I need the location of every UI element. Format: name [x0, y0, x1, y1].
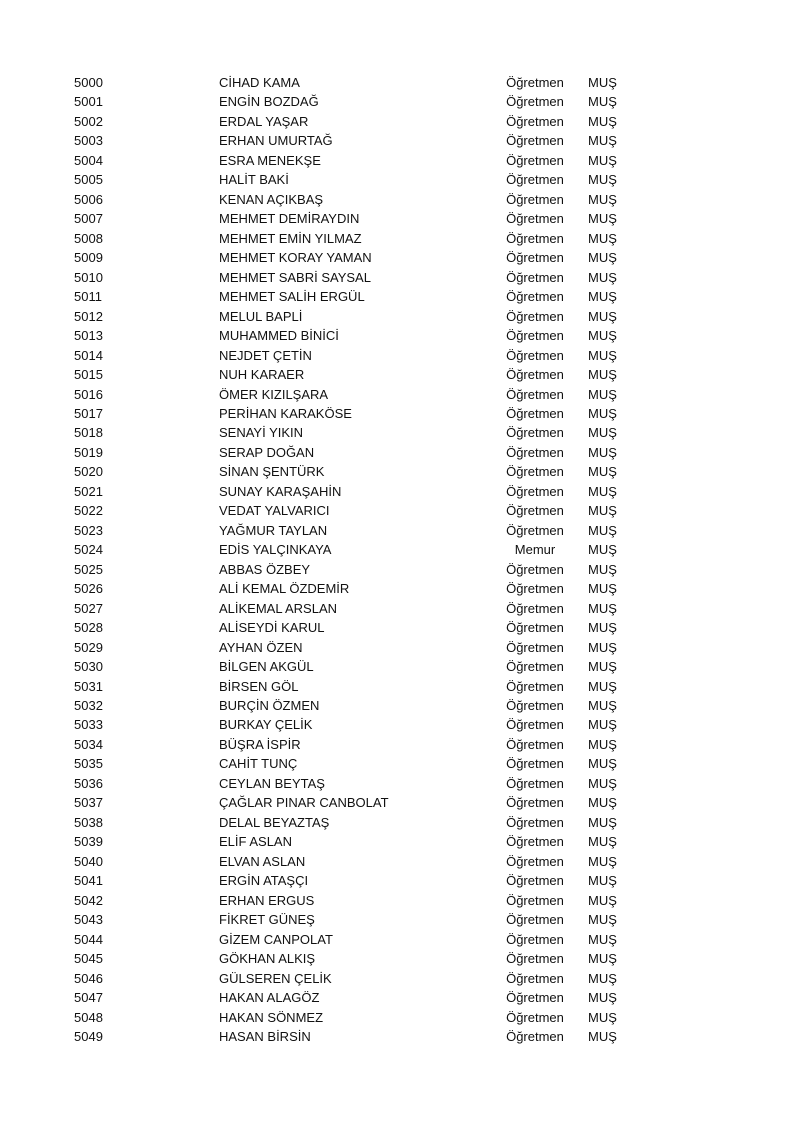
- list-row: [0, 696, 800, 715]
- row-number: 5010: [74, 269, 103, 285]
- person-role: Öğretmen: [506, 970, 564, 986]
- person-city: MUŞ: [588, 736, 617, 752]
- person-name: FİKRET GÜNEŞ: [219, 912, 315, 928]
- person-city: MUŞ: [588, 250, 617, 266]
- person-name: HASAN BİRSİN: [219, 1028, 311, 1044]
- person-name: NEJDET ÇETİN: [219, 347, 312, 363]
- row-number: 5025: [74, 561, 103, 577]
- person-name: ALİKEMAL ARSLAN: [219, 600, 338, 616]
- person-name: MUHAMMED BİNİCİ: [219, 328, 339, 344]
- row-number: 5047: [74, 990, 103, 1006]
- list-row: [0, 209, 800, 228]
- person-name: MEHMET KORAY YAMAN: [219, 250, 372, 266]
- person-city: MUŞ: [588, 814, 617, 830]
- person-city: MUŞ: [588, 94, 617, 110]
- person-role: Öğretmen: [506, 425, 564, 441]
- person-name: BÜŞRA İSPİR: [219, 736, 301, 752]
- row-number: 5043: [74, 912, 103, 928]
- person-role: Öğretmen: [506, 289, 564, 305]
- person-name: CAHİT TUNÇ: [219, 756, 298, 772]
- list-row: [0, 754, 800, 773]
- person-name: VEDAT YALVARICI: [219, 503, 330, 519]
- person-role: Öğretmen: [506, 990, 564, 1006]
- person-role: Öğretmen: [506, 464, 564, 480]
- person-role: Öğretmen: [506, 931, 564, 947]
- person-role: Öğretmen: [506, 581, 564, 597]
- person-city: MUŞ: [588, 405, 617, 421]
- person-role: Öğretmen: [506, 756, 564, 772]
- person-role: Öğretmen: [506, 230, 564, 246]
- list-row: [0, 832, 800, 851]
- list-row: [0, 1027, 800, 1046]
- person-name: ENGİN BOZDAĞ: [219, 94, 319, 110]
- row-number: 5002: [74, 113, 103, 129]
- person-role: Öğretmen: [506, 912, 564, 928]
- person-name: ELİF ASLAN: [219, 834, 292, 850]
- person-name: ERGİN ATAŞÇI: [219, 873, 309, 889]
- person-role: Öğretmen: [506, 269, 564, 285]
- person-name: SERAP DOĞAN: [219, 444, 315, 460]
- person-name: NUH KARAER: [219, 367, 305, 383]
- person-city: MUŞ: [588, 678, 617, 694]
- personnel-list: [0, 73, 800, 1046]
- person-name: BİRSEN GÖL: [219, 678, 299, 694]
- list-row: [0, 657, 800, 676]
- list-row: [0, 385, 800, 404]
- person-city: MUŞ: [588, 1028, 617, 1044]
- person-city: MUŞ: [588, 561, 617, 577]
- person-name: SUNAY KARAŞAHİN: [219, 483, 342, 499]
- person-city: MUŞ: [588, 542, 617, 558]
- list-row: [0, 540, 800, 559]
- person-role: Öğretmen: [506, 1009, 564, 1025]
- row-number: 5027: [74, 600, 103, 616]
- person-city: MUŞ: [588, 347, 617, 363]
- list-row: [0, 774, 800, 793]
- list-row: [0, 482, 800, 501]
- person-name: GÜLSEREN ÇELİK: [219, 970, 332, 986]
- person-city: MUŞ: [588, 717, 617, 733]
- list-row: [0, 131, 800, 150]
- person-name: GİZEM CANPOLAT: [219, 931, 333, 947]
- row-number: 5023: [74, 522, 103, 538]
- person-name: SİNAN ŞENTÜRK: [219, 464, 325, 480]
- list-row: [0, 92, 800, 111]
- row-number: 5015: [74, 367, 103, 383]
- person-city: MUŞ: [588, 289, 617, 305]
- row-number: 5007: [74, 211, 103, 227]
- person-city: MUŞ: [588, 639, 617, 655]
- person-city: MUŞ: [588, 600, 617, 616]
- list-row: [0, 112, 800, 131]
- person-name: ALİSEYDİ KARUL: [219, 620, 325, 636]
- person-name: YAĞMUR TAYLAN: [219, 522, 328, 538]
- row-number: 5041: [74, 873, 103, 889]
- person-role: Öğretmen: [506, 717, 564, 733]
- person-role: Öğretmen: [506, 328, 564, 344]
- person-city: MUŞ: [588, 581, 617, 597]
- list-row: [0, 443, 800, 462]
- list-row: [0, 248, 800, 267]
- list-row: [0, 793, 800, 812]
- list-row: [0, 618, 800, 637]
- row-number: 5038: [74, 814, 103, 830]
- person-role: Öğretmen: [506, 561, 564, 577]
- list-row: [0, 287, 800, 306]
- row-number: 5034: [74, 736, 103, 752]
- list-row: [0, 423, 800, 442]
- person-role: Öğretmen: [506, 951, 564, 967]
- person-role: Öğretmen: [506, 94, 564, 110]
- person-name: ALİ KEMAL ÖZDEMİR: [219, 581, 350, 597]
- person-city: MUŞ: [588, 152, 617, 168]
- person-role: Öğretmen: [506, 834, 564, 850]
- row-number: 5048: [74, 1009, 103, 1025]
- person-city: MUŞ: [588, 425, 617, 441]
- list-row: [0, 677, 800, 696]
- person-name: ABBAS ÖZBEY: [219, 561, 311, 577]
- list-row: [0, 715, 800, 734]
- person-role: Öğretmen: [506, 795, 564, 811]
- row-number: 5037: [74, 795, 103, 811]
- row-number: 5008: [74, 230, 103, 246]
- row-number: 5012: [74, 308, 103, 324]
- person-city: MUŞ: [588, 133, 617, 149]
- person-role: Öğretmen: [506, 347, 564, 363]
- row-number: 5019: [74, 444, 103, 460]
- row-number: 5049: [74, 1028, 103, 1044]
- person-role: Öğretmen: [506, 736, 564, 752]
- person-name: ELVAN ASLAN: [219, 853, 306, 869]
- person-role: Öğretmen: [506, 133, 564, 149]
- person-city: MUŞ: [588, 834, 617, 850]
- person-name: ÇAĞLAR PINAR CANBOLAT: [219, 795, 389, 811]
- row-number: 5021: [74, 483, 103, 499]
- person-name: MEHMET EMİN YILMAZ: [219, 230, 362, 246]
- list-row: [0, 521, 800, 540]
- person-role: Öğretmen: [506, 853, 564, 869]
- person-city: MUŞ: [588, 659, 617, 675]
- list-row: [0, 891, 800, 910]
- row-number: 5014: [74, 347, 103, 363]
- person-role: Öğretmen: [506, 250, 564, 266]
- person-city: MUŞ: [588, 113, 617, 129]
- person-role: Öğretmen: [506, 503, 564, 519]
- person-role: Öğretmen: [506, 386, 564, 402]
- row-number: 5032: [74, 698, 103, 713]
- person-city: MUŞ: [588, 522, 617, 538]
- person-city: MUŞ: [588, 464, 617, 480]
- row-number: 5036: [74, 775, 103, 791]
- list-row: [0, 268, 800, 287]
- person-role: Memur: [514, 542, 556, 558]
- person-city: MUŞ: [588, 951, 617, 967]
- person-role: Öğretmen: [506, 678, 564, 694]
- person-name: AYHAN ÖZEN: [219, 639, 303, 655]
- person-name: ESRA MENEKŞE: [219, 152, 321, 168]
- list-row: [0, 190, 800, 209]
- person-name: DELAL BEYAZTAŞ: [219, 814, 330, 830]
- row-number: 5022: [74, 503, 103, 519]
- row-number: 5020: [74, 464, 103, 480]
- row-number: 5009: [74, 250, 103, 266]
- person-role: Öğretmen: [506, 211, 564, 227]
- person-city: MUŞ: [588, 873, 617, 889]
- row-number: 5006: [74, 191, 103, 207]
- list-row: [0, 404, 800, 423]
- row-number: 5028: [74, 620, 103, 636]
- person-name: ERHAN UMURTAĞ: [219, 133, 333, 149]
- person-city: MUŞ: [588, 931, 617, 947]
- person-role: Öğretmen: [506, 892, 564, 908]
- person-name: HALİT BAKİ: [219, 172, 289, 188]
- person-city: MUŞ: [588, 892, 617, 908]
- person-role: Öğretmen: [506, 600, 564, 616]
- person-city: MUŞ: [588, 756, 617, 772]
- person-name: SENAYİ YIKIN: [219, 425, 304, 441]
- person-name: ÖMER KIZILŞARA: [219, 386, 329, 402]
- person-role: Öğretmen: [506, 698, 564, 713]
- person-role: Öğretmen: [506, 75, 564, 90]
- person-city: MUŞ: [588, 620, 617, 636]
- person-role: Öğretmen: [506, 814, 564, 830]
- person-role: Öğretmen: [506, 873, 564, 889]
- list-row: [0, 501, 800, 520]
- person-role: Öğretmen: [506, 191, 564, 207]
- list-row: [0, 73, 800, 92]
- person-role: Öğretmen: [506, 522, 564, 538]
- list-row: [0, 871, 800, 890]
- person-name: HAKAN SÖNMEZ: [219, 1009, 324, 1025]
- list-row: [0, 365, 800, 384]
- person-name: MEHMET SALİH ERGÜL: [219, 289, 365, 305]
- list-row: [0, 949, 800, 968]
- row-number: 5042: [74, 892, 103, 908]
- person-city: MUŞ: [588, 483, 617, 499]
- row-number: 5018: [74, 425, 103, 441]
- person-city: MUŞ: [588, 698, 617, 713]
- person-city: MUŞ: [588, 269, 617, 285]
- person-name: ERHAN ERGUS: [219, 892, 315, 908]
- list-row: [0, 813, 800, 832]
- person-city: MUŞ: [588, 1009, 617, 1025]
- person-name: KENAN AÇIKBAŞ: [219, 191, 324, 207]
- person-role: Öğretmen: [506, 113, 564, 129]
- row-number: 5011: [74, 289, 102, 305]
- person-city: MUŞ: [588, 75, 617, 90]
- list-row: [0, 151, 800, 170]
- person-city: MUŞ: [588, 386, 617, 402]
- person-name: HAKAN ALAGÖZ: [219, 990, 320, 1006]
- list-row: [0, 229, 800, 248]
- person-city: MUŞ: [588, 795, 617, 811]
- list-row: [0, 560, 800, 579]
- person-city: MUŞ: [588, 853, 617, 869]
- person-role: Öğretmen: [506, 172, 564, 188]
- person-city: MUŞ: [588, 328, 617, 344]
- row-number: 5017: [74, 405, 103, 421]
- row-number: 5030: [74, 659, 103, 675]
- list-row: [0, 638, 800, 657]
- person-name: MEHMET SABRİ SAYSAL: [219, 269, 371, 285]
- person-role: Öğretmen: [506, 152, 564, 168]
- person-name: MELUL BAPLİ: [219, 308, 303, 324]
- person-name: GÖKHAN ALKIŞ: [219, 951, 316, 967]
- row-number: 5040: [74, 853, 103, 869]
- person-city: MUŞ: [588, 912, 617, 928]
- list-row: [0, 988, 800, 1007]
- person-role: Öğretmen: [506, 639, 564, 655]
- person-role: Öğretmen: [506, 659, 564, 675]
- row-number: 5003: [74, 133, 103, 149]
- row-number: 5004: [74, 152, 103, 168]
- list-row: [0, 462, 800, 481]
- list-row: [0, 969, 800, 988]
- list-row: [0, 910, 800, 929]
- row-number: 5029: [74, 639, 103, 655]
- row-number: 5016: [74, 386, 103, 402]
- person-city: MUŞ: [588, 444, 617, 460]
- list-row: [0, 170, 800, 189]
- list-row: [0, 852, 800, 871]
- person-city: MUŞ: [588, 308, 617, 324]
- person-city: MUŞ: [588, 775, 617, 791]
- person-role: Öğretmen: [506, 483, 564, 499]
- person-name: PERİHAN KARAKÖSE: [219, 405, 352, 421]
- person-role: Öğretmen: [506, 367, 564, 383]
- row-number: 5044: [74, 931, 103, 947]
- person-role: Öğretmen: [506, 620, 564, 636]
- list-row: [0, 1008, 800, 1027]
- row-number: 5035: [74, 756, 103, 772]
- person-city: MUŞ: [588, 230, 617, 246]
- row-number: 5013: [74, 328, 103, 344]
- row-number: 5026: [74, 581, 103, 597]
- person-role: Öğretmen: [506, 308, 564, 324]
- list-row: [0, 579, 800, 598]
- person-name: BURKAY ÇELİK: [219, 717, 313, 733]
- person-city: MUŞ: [588, 970, 617, 986]
- person-name: CEYLAN BEYTAŞ: [219, 775, 325, 791]
- row-number: 5024: [74, 542, 103, 558]
- person-role: Öğretmen: [506, 444, 564, 460]
- row-number: 5039: [74, 834, 103, 850]
- person-role: Öğretmen: [506, 405, 564, 421]
- person-name: ERDAL YAŞAR: [219, 113, 309, 129]
- person-city: MUŞ: [588, 990, 617, 1006]
- row-number: 5033: [74, 717, 103, 733]
- row-number: 5046: [74, 970, 103, 986]
- person-city: MUŞ: [588, 367, 617, 383]
- person-city: MUŞ: [588, 191, 617, 207]
- row-number: 5005: [74, 172, 103, 188]
- person-city: MUŞ: [588, 503, 617, 519]
- person-role: Öğretmen: [506, 1028, 564, 1044]
- person-name: EDİS YALÇINKAYA: [219, 542, 332, 558]
- person-city: MUŞ: [588, 172, 617, 188]
- row-number: 5000: [74, 75, 103, 90]
- person-role: Öğretmen: [506, 775, 564, 791]
- row-number: 5001: [74, 94, 103, 110]
- row-number: 5031: [74, 678, 103, 694]
- person-name: CİHAD KAMA: [219, 75, 300, 90]
- list-row: [0, 346, 800, 365]
- list-row: [0, 307, 800, 326]
- list-row: [0, 326, 800, 345]
- list-row: [0, 735, 800, 754]
- list-row: [0, 599, 800, 618]
- person-name: BURÇİN ÖZMEN: [219, 698, 320, 713]
- person-city: MUŞ: [588, 211, 617, 227]
- person-name: MEHMET DEMİRAYDIN: [219, 211, 360, 227]
- person-name: BİLGEN AKGÜL: [219, 659, 314, 675]
- row-number: 5045: [74, 951, 103, 967]
- list-row: [0, 930, 800, 949]
